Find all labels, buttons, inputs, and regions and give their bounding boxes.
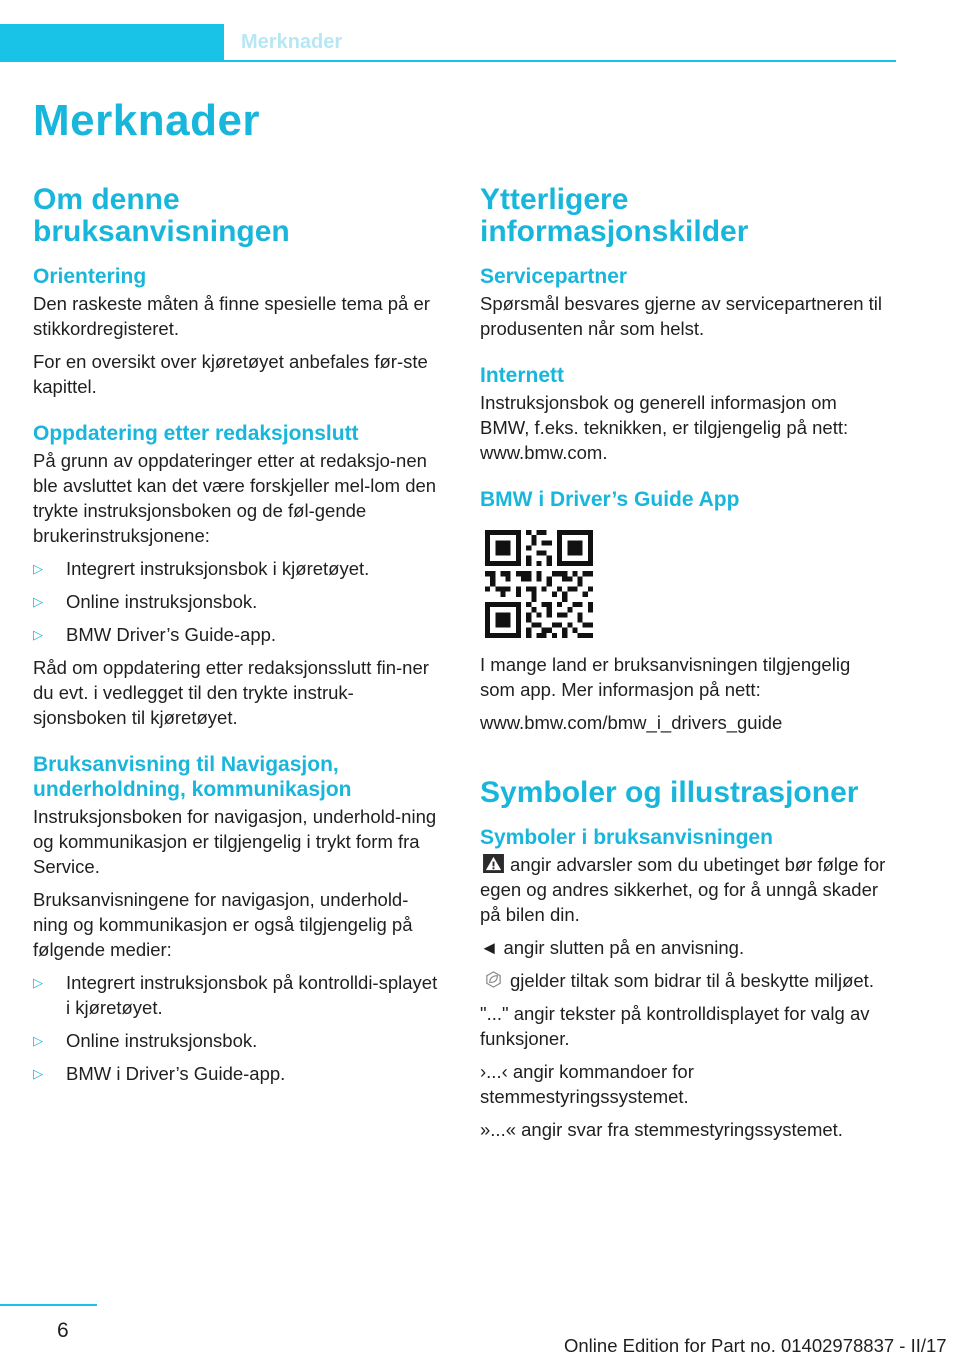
paragraph: Instruksjonsboken for navigasjon, underhold-ning og kommunikasjon er tilgjengelig i trykt form fra Service. [33, 806, 437, 877]
qr-code-icon [485, 530, 593, 638]
bullet-list [33, 970, 443, 1086]
heading-servicepartner: Servicepartner [480, 265, 628, 288]
bullet-triangle-icon: ▷ [33, 627, 43, 642]
heading-navigasjon: Bruksanvisning til Navigasjon, underholdning, kommunikasjon [33, 753, 352, 801]
header-color-block [0, 24, 224, 62]
page-title: Merknader [33, 96, 261, 145]
list-item-text: Online instruksjonsbok. [66, 1030, 258, 1051]
section-title-om-bruksanvisningen: Om denne bruksanvisningen [33, 183, 290, 248]
environment-leaf-icon [483, 970, 504, 989]
paragraph: Spørsmål besvares gjerne av servicepartneren til produsenten når som helst. [480, 293, 883, 339]
list-item [33, 1061, 443, 1086]
heading-internett: Internett [480, 364, 564, 387]
heading-orientering: Orientering [33, 265, 147, 288]
list-item-text: Online instruksjonsbok. [66, 591, 258, 612]
list-item [33, 622, 443, 647]
left-column [33, 184, 443, 1094]
list-item [33, 589, 443, 614]
symbol-description: ◄ angir slutten på en anvisning. [480, 937, 745, 958]
list-item-text: BMW Driver’s Guide-app. [66, 624, 277, 645]
symbol-description: ›...‹ angir kommandoer for stemmestyringssystemet. [480, 1061, 694, 1107]
section-title-symboler: Symboler og illustrasjoner [480, 776, 859, 809]
paragraph: Bruksanvisningene for navigasjon, underhold-ning og kommunikasjon er også tilgjengelig på følgende medier: [33, 889, 413, 960]
paragraph: I mange land er bruksanvisningen tilgjengelig som app. Mer informasjon på nett: [480, 654, 851, 700]
list-item-text: Integrert instruksjonsbok i kjøretøyet. [66, 558, 370, 579]
paragraph-environment-symbol [480, 968, 890, 993]
list-item-text: BMW i Driver’s Guide-app. [66, 1063, 286, 1084]
bullet-triangle-icon: ▷ [33, 975, 43, 990]
heading-symboler: Symboler i bruksanvisningen [480, 826, 773, 849]
heading-oppdatering: Oppdatering etter redaksjonslutt [33, 422, 359, 445]
paragraph: For en oversikt over kjøretøyet anbefales før-ste kapittel. [33, 351, 428, 397]
heading-app: BMW i Driver’s Guide App [480, 488, 740, 511]
footer-edition: Online Edition for Part no. 01402978837 - II/17 [564, 1335, 947, 1356]
paragraph: Instruksjonsbok og generell informasjon om BMW, f.eks. teknikken, er tilgjengelig på nett: www.bmw.com. [480, 392, 849, 463]
symbol-description: angir advarsler som du ubetinget bør følge for egen og andres sikkerhet, og for å unngå skader på bilen din. [480, 854, 886, 925]
header-section-label: Merknader [241, 31, 343, 53]
section-title-informasjonskilder: Ytterligere informasjonskilder [480, 183, 749, 248]
symbol-description: "..." angir tekster på kontrolldisplayet for valg av funksjoner. [480, 1003, 870, 1049]
app-url: www.bmw.com/bmw_i_drivers_guide [480, 712, 783, 733]
bullet-list [33, 556, 443, 647]
symbol-description: gjelder tiltak som bidrar til å beskytte miljøet. [510, 970, 874, 991]
bullet-triangle-icon: ▷ [33, 1033, 43, 1048]
symbol-description: »...« angir svar fra stemmestyringssystemet. [480, 1119, 843, 1140]
list-item [33, 556, 443, 581]
paragraph-warning-symbol [480, 852, 890, 927]
bullet-triangle-icon: ▷ [33, 1066, 43, 1081]
warning-triangle-icon [483, 854, 504, 873]
page-number: 6 [57, 1319, 69, 1342]
footer-rule [0, 1304, 97, 1306]
list-item [33, 1028, 443, 1053]
right-column [480, 184, 890, 1150]
paragraph: Råd om oppdatering etter redaksjonsslutt fin-ner du evt. i vedlegget til den trykte instruk-sjonsboken til kjøretøyet. [33, 657, 429, 728]
bullet-triangle-icon: ▷ [33, 561, 43, 576]
bullet-triangle-icon: ▷ [33, 594, 43, 609]
list-item-text: Integrert instruksjonsbok på kontrolldi-splayet i kjøretøyet. [66, 972, 438, 1018]
paragraph: På grunn av oppdateringer etter at redaksjo-nen ble avsluttet kan det være forskjeller mel-lom den trykte instruksjonsboken og de føl-gende brukerinstruksjonene: [33, 450, 437, 546]
paragraph: Den raskeste måten å finne spesielle tema på er stikkordregisteret. [33, 293, 430, 339]
list-item [33, 970, 443, 1020]
header-rule [224, 60, 896, 62]
